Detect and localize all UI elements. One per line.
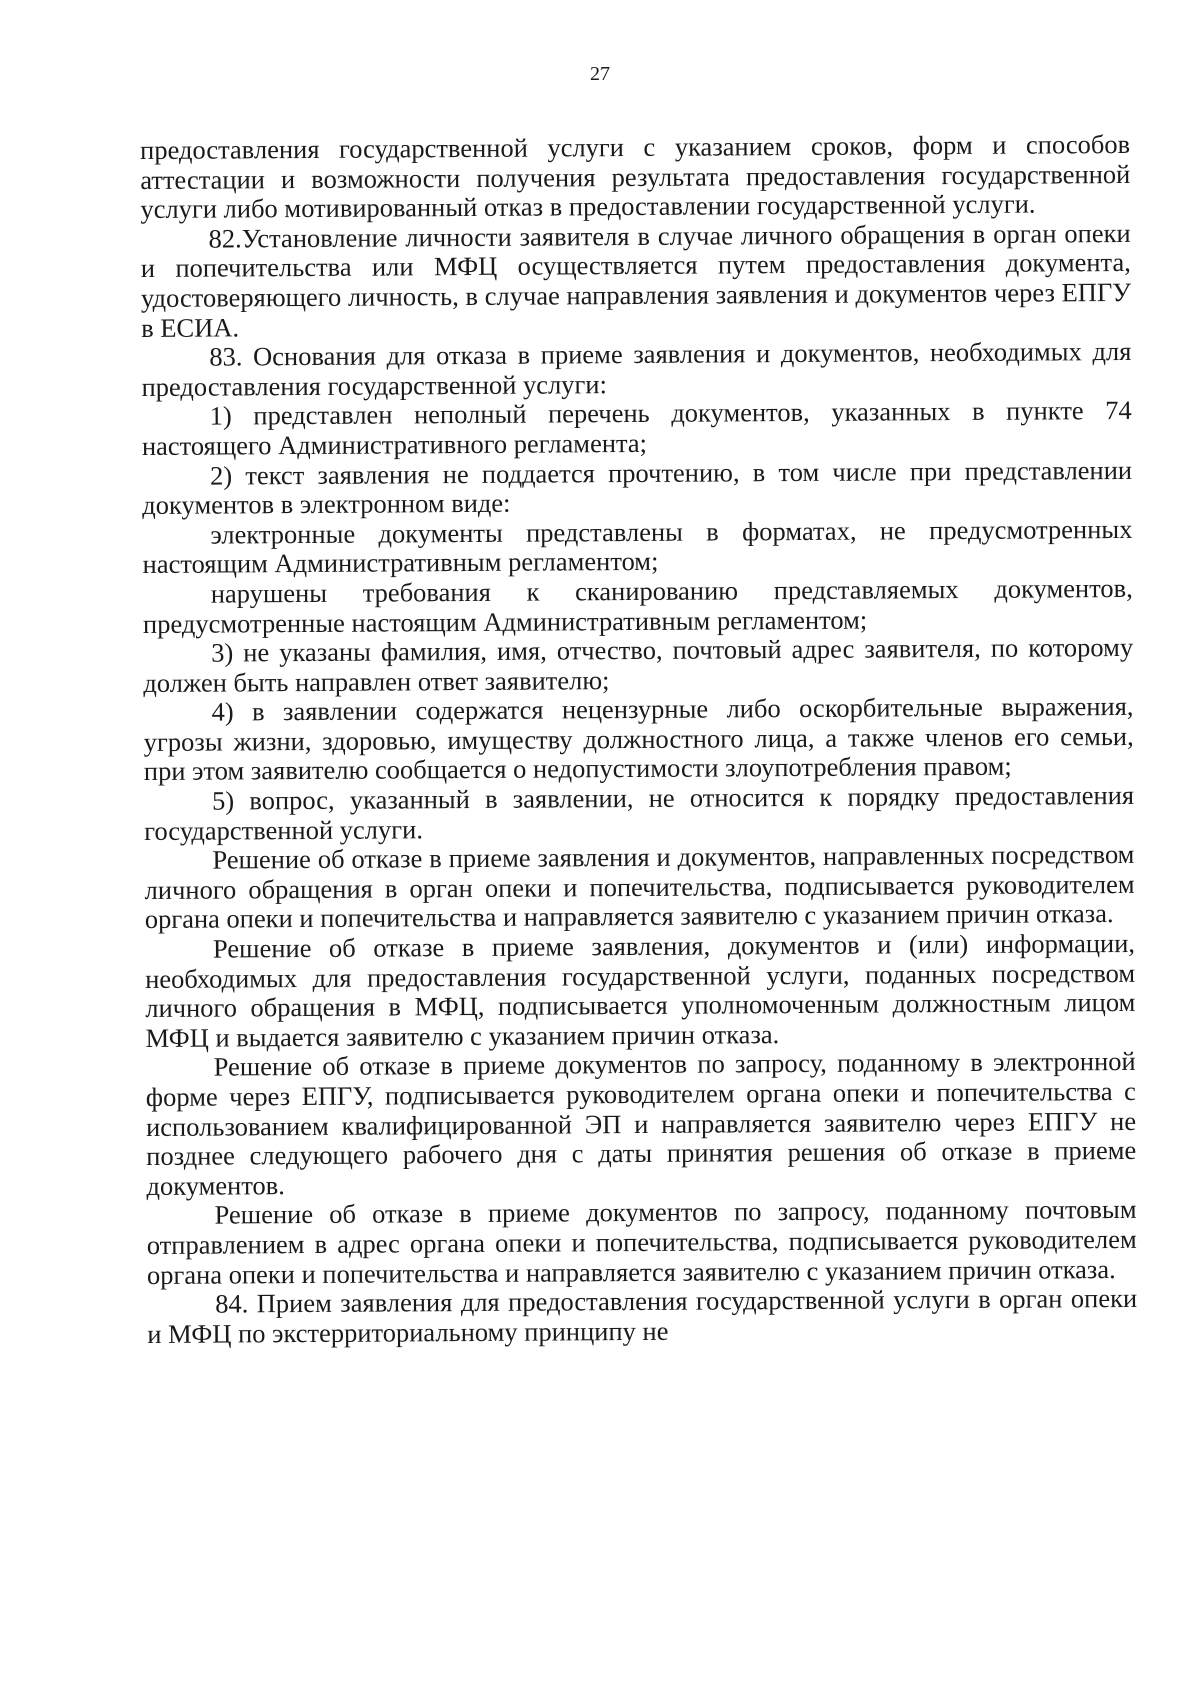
paragraph-84: 84. Прием заявления для предоставления государственной услуги в орган опеки и МФЦ по экстерриториальному принципу не [147,1283,1138,1349]
paragraph-decision-mfc: Решение об отказе в приеме заявления, документов и (или) информации, необходимых для предоставления государственной услуги, поданных посредством личного обращения в МФЦ, подписывается уполномоченным должностным лицом МФЦ и выдается заявителю с указанием причин отказа. [145,927,1136,1053]
list-item-83-3: 3) не указаны фамилия, имя, отчество, почтовый адрес заявителя, по которому должен быть направлен ответ заявителю; [143,632,1134,698]
paragraph-83: 83. Основания для отказа в приеме заявления и документов, необходимых для предоставления государственной услуги: [141,336,1132,402]
list-item-83-4: 4) в заявлении содержатся нецензурные либо оскорбительные выражения, угрозы жизни, здоровью, имуществу должностного лица, а также членов его семьи, при этом заявителю сообщается о недопустимости злоупотребления правом; [143,691,1134,787]
paragraph-continuation: предоставления государственной услуги с указанием сроков, форм и способов аттестации и возможности получения результата предоставления государственной услуги либо мотивированный отказ в предоставлении государственной услуги. [139,128,1131,225]
list-item-83-1: 1) представлен неполный перечень документов, указанных в пункте 74 настоящего Административного регламента; [141,395,1132,461]
list-item-83-2: 2) текст заявления не поддается прочтению, в том числе при представлении документов в электронном виде: [142,454,1133,521]
list-item-83-5: 5) вопрос, указанный в заявлении, не относится к порядку предоставления государственной услуги. [144,780,1135,846]
paragraph-82: 82.Установление личности заявителя в случае личного обращения в орган опеки и попечительства или МФЦ осуществляется путем предоставления документа, удостоверяющего личность, в случае направления заявления и документов через ЕПГУ в ЕСИА. [140,217,1132,343]
list-subitem-83-2-scanning: нарушены требования к сканированию представляемых документов, предусмотренные настоящим Административным регламентом; [142,572,1133,639]
document-body [140,130,1137,1349]
page-number: 27 [590,63,610,85]
paragraph-decision-epgu: Решение об отказе в приеме документов по запросу, поданному в электронной форме через ЕПГУ, подписывается руководителем органа опеки и попечительства с использованием квалифицированной ЭП и направляется заявителю через ЕПГУ не позднее следующего рабочего дня с даты принятия решения об отказе в приеме документов. [145,1046,1137,1201]
paragraph-decision-guardianship: Решение об отказе в приеме заявления и документов, направленных посредством личного обращения в орган опеки и попечительства, подписывается руководителем органа опеки и попечительства и направляется заявителю с указанием причин отказа. [144,839,1135,935]
list-subitem-83-2-formats: электронные документы представлены в форматах, не предусмотренных настоящим Административным регламентом; [142,513,1133,580]
paragraph-decision-postal: Решение об отказе в приеме документов по запросу, поданному почтовым отправлением в адрес органа опеки и попечительства, подписывается руководителем органа опеки и попечительства и направляется заявителю с указанием причин отказа. [146,1194,1137,1290]
